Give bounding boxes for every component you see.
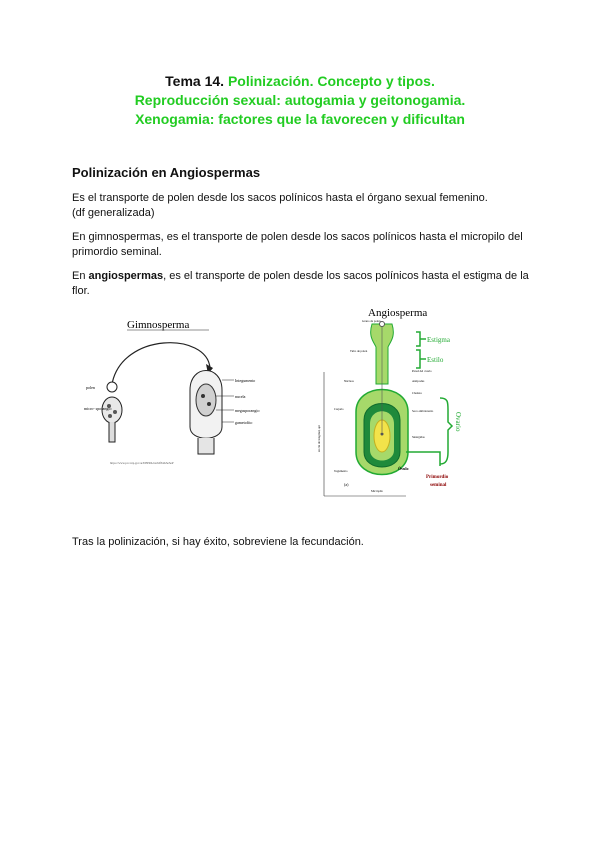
label-ovario: Ovario xyxy=(454,412,462,432)
label-microsporangio: micro- sporangio xyxy=(84,406,112,411)
nucellus-icon xyxy=(196,384,216,416)
label-grano: Grano de polen xyxy=(362,319,381,323)
label-estigma: Estigma xyxy=(427,336,450,344)
p3-bold: angiospermas xyxy=(88,270,164,282)
label-antipodas: Antípodas xyxy=(412,379,425,383)
central-nucleus-dot xyxy=(381,433,384,436)
figure-credit: https://www.pcc.nrp.gov.ar/DEPPA/nu/hIfX2kSeSeP xyxy=(110,461,174,465)
label-seminal: seminal xyxy=(430,483,447,488)
p3-after: , es el transporte de polen desde los sacos polínicos hasta el estigma de la flor. xyxy=(72,270,529,297)
label-pared: Pared del ovario xyxy=(412,369,432,373)
pollen-grain-icon xyxy=(107,382,117,392)
title-prefix: Tema 14. xyxy=(165,73,228,89)
label-ovulo: Óvulo xyxy=(398,466,409,471)
label-saco: Saco embrionario xyxy=(412,409,434,413)
label-carpelo: Carpelo xyxy=(334,407,344,411)
angiosperma-figure xyxy=(316,302,516,498)
definition-line-1: Es el transporte de polen desde los sacos polínicos hasta el órgano sexual femenino. xyxy=(72,192,488,204)
title-line-3: Xenogamia: factores que la favorecen y dificultan xyxy=(135,111,465,127)
label-gametofito: gametofito xyxy=(235,420,253,425)
label-tegumento: Tegumento xyxy=(334,469,348,473)
title-line-2: Reproducción sexual: autogamia y geitonogamia. xyxy=(134,92,466,108)
side-axis-label: en cm de longitud, apr xyxy=(317,425,321,452)
ovule-base-icon xyxy=(198,438,214,454)
angiosperma-title: Angiosperma xyxy=(368,307,428,319)
label-estilo: Estilo xyxy=(427,356,444,364)
spore-dot xyxy=(113,410,117,414)
label-sinergidas: Sinérgidas xyxy=(412,435,425,439)
p3-before: En xyxy=(72,270,89,282)
archegonium-dot xyxy=(201,394,205,398)
document-title xyxy=(0,72,600,129)
spore-dot xyxy=(108,414,112,418)
label-megasporangio: megasporangio xyxy=(235,408,260,413)
paragraph-gimnospermas: En gimnospermas, es el transporte de polen desde los sacos polínicos hasta el micropilo del primordio seminal. xyxy=(72,231,523,258)
primordio-leader xyxy=(406,452,440,466)
label-nucleo: Núcleos xyxy=(344,379,354,383)
section-heading: Polinización en Angiospermas xyxy=(72,165,261,180)
label-primordio: Primordio xyxy=(426,475,449,480)
label-integumento: Integumento xyxy=(235,378,256,383)
definition-line-2: (df generalizada) xyxy=(72,207,155,219)
label-a: (a) xyxy=(344,482,349,487)
paragraph-angiospermas xyxy=(72,269,532,299)
gimnosperma-figure xyxy=(82,312,292,472)
paragraph-definition xyxy=(72,191,532,221)
ovario-bracket xyxy=(440,398,452,464)
archegonium-dot xyxy=(207,402,211,406)
label-polen: polen xyxy=(86,385,95,390)
label-nucela: nucela xyxy=(235,394,246,399)
stalk-icon xyxy=(109,422,115,442)
label-chalaza: Chalaza xyxy=(412,391,422,395)
label-micropilo: Micrópilo xyxy=(371,489,383,493)
title-line-1: Polinización. Concepto y tipos. xyxy=(227,73,435,89)
estigma-bracket xyxy=(416,332,420,346)
estilo-bracket xyxy=(416,350,420,368)
gimnosperma-title: Gimnosperma xyxy=(127,319,190,331)
label-tubo: Tubo de polen xyxy=(350,349,368,353)
paragraph-fecundacion: Tras la polinización, si hay éxito, sobreviene la fecundación. xyxy=(72,536,364,548)
